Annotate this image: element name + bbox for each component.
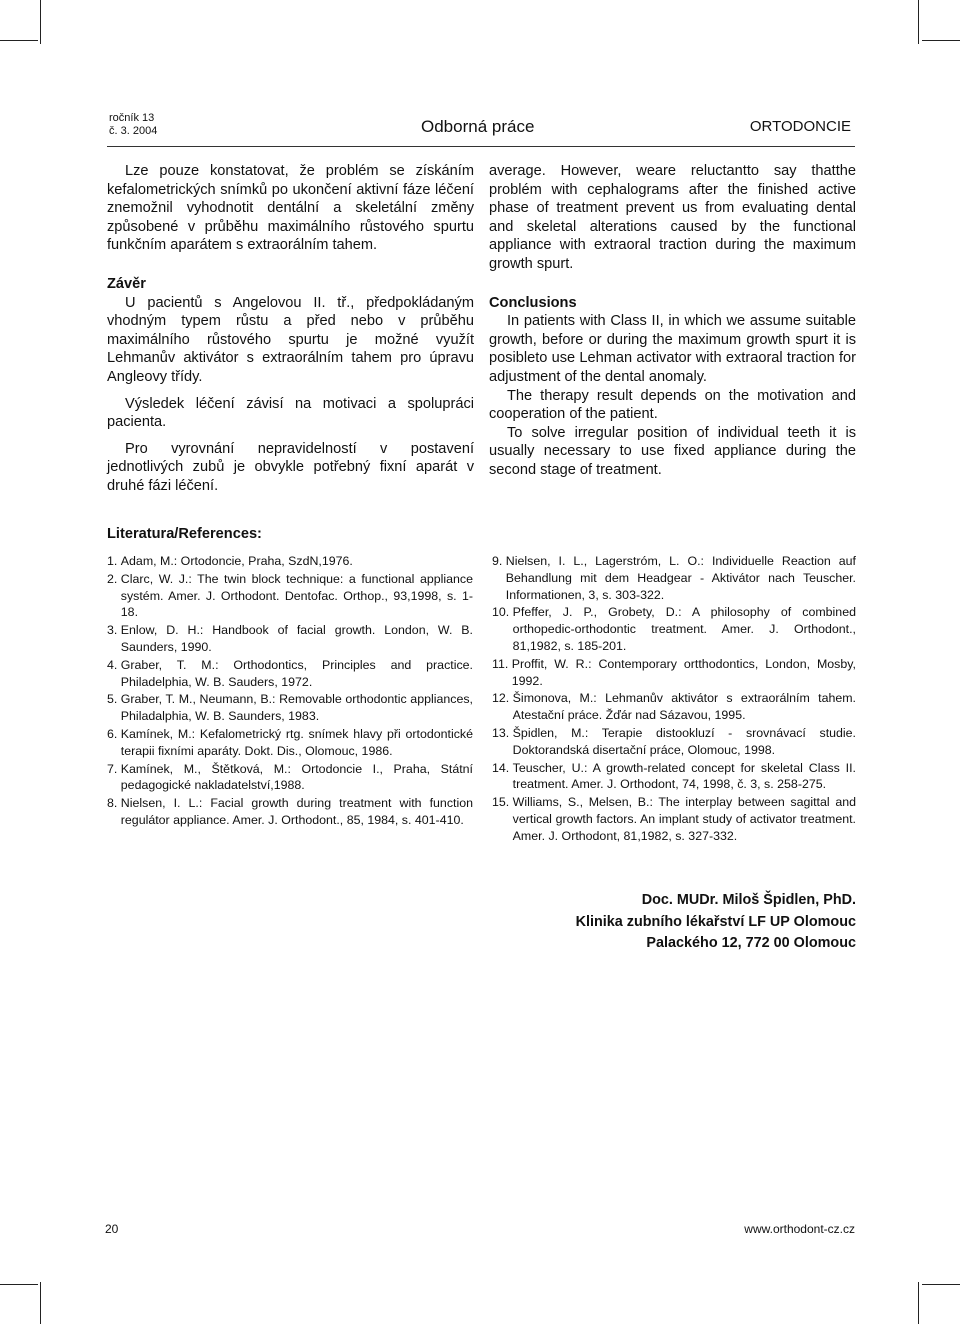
volume-label: ročník 13 [109,112,155,124]
footer-url: www.orthodont-cz.cz [744,1222,855,1236]
reference-text: Pfeffer, J. P., Grobety, D.: A philosophy of combined orthopedic-orthodontic treatment. Amer. J. Orthodont., 81,1982, s. 185-201. [512,605,856,653]
issue-info [109,112,157,138]
reference-number: 12. [492,691,513,706]
reference-text: Teuscher, U.: A growth-related concept for skeletal Class II. treatment. Amer. J. Orthodont, 74, 1998, č. 3, s. 258-275. [512,760,856,792]
reference-text: Nielsen, I. L.: Facial growth during treatment with function regulátor appliance. Amer. J. Orthodont., 85, 1984, s. 401-410. [120,796,473,827]
reference-number: 7. [107,761,121,776]
reference-number: 1. [107,554,121,568]
author-clinic: Klinika zubního lékařství LF UP Olomouc [575,913,856,930]
reference-number: 5. [107,692,121,707]
english-conclusion-paragraph-1: In patients with Class II, in which we assume suitable growth, before or during the maximum growth spurt it is posibleto use Lehman activator with extraoral traction for adjustment of the dental anomaly. [489,313,856,385]
header-section: ORTODONCIE [749,118,851,135]
author-name: Doc. MUDr. Miloš Špidlen, PhD. [641,892,856,908]
reference-number: 14. [492,760,513,775]
reference-item [107,761,473,795]
author-block [576,890,856,955]
crop-mark [918,1282,919,1324]
czech-conclusion-paragraph-3: Pro vyrovnání nepravidelností v postavení jednotlivých zubů je obvykle potřebný fixní aparát v druhé fázi léčení. [107,440,474,494]
reference-number: 4. [107,657,121,672]
czech-conclusion-paragraph-1: U pacientů s Angelovou II. tř., předpokládaným vhodným typem růstu a před nebo v průběhu maximálního růstového spurtu je možné využít Lehmanův aktivátor s extraorálním tahem pro úpravu Angleovy třídy. [107,294,474,385]
reference-text: Nielsen, I. L., Lagerstróm, L. O.: Individuelle Reaction auf Behandlung mit dem Headgear - Aktivátor nach Teuscher. Informationen, 3, s. 303-322. [505,554,856,602]
reference-item [107,657,473,691]
reference-text: Kamínek, M., Štětková, M.: Ortodoncie I., Praha, Státní pedagogické nakladatelství,1988. [120,761,473,793]
reference-item [107,571,473,621]
english-conclusion-paragraph-2: The therapy result depends on the motivation and cooperation of the patient. [489,387,856,423]
reference-item [107,553,473,570]
reference-text: Enlow, D. H.: Handbook of facial growth. London, W. B. Saunders, 1990. [120,623,473,654]
reference-text: Graber, T. M.: Orthodontics, Principles and practice. Philadelphia, W. B. Sauders, 1972. [120,657,473,689]
reference-item [107,795,473,829]
reference-text: Špidlen, M.: Terapie distookluzí - srovnávací studie. Doktorandská disertační práce, Olomouc, 1998. [512,725,856,757]
issue-label: č. 3. 2004 [109,125,158,137]
reference-number: 3. [107,623,121,638]
reference-number: 13. [492,725,513,740]
header-title: Odborná práce [421,117,535,136]
crop-mark [0,40,38,41]
page-number: 20 [105,1222,119,1236]
reference-number: 2. [107,571,121,586]
reference-item [492,553,856,603]
english-column [489,162,856,480]
references-heading: Literatura/References: [107,526,262,542]
reference-number: 15. [492,795,513,810]
reference-item [107,691,473,725]
running-header [107,112,855,147]
reference-text: Kamínek, M.: Kefalometrický rtg. snímek hlavy při ortodontické terapii fixními aparáty. Dokt. Dis., Olomouc, 1986. [120,726,473,758]
reference-text: Clarc, W. J.: The twin block technique: a functional appliance systém. Amer. J. Orthodont. Dentofac. Orthop., 93,1998, s. 1-18. [120,571,473,620]
reference-number: 6. [107,726,121,741]
reference-text: Šimonova, M.: Lehmanův aktivátor s extraorálním tahem. Atestační práce. Žďár nad Sázavou, 1995. [512,691,856,723]
english-intro-paragraph: average. However, weare reluctantto say thatthe problém with cephalograms after the finished active phase of treatment prevent us from evaluating dental and skeletal alterations caused by the functional appliance with extraoral traction during the maximum growth spurt. [489,163,856,272]
reference-number: 11. [492,656,512,671]
crop-mark [0,1284,38,1285]
reference-item [492,656,856,690]
english-conclusion-heading: Conclusions [489,294,577,311]
reference-item [492,760,856,794]
reference-number: 9. [492,554,506,568]
author-address: Palackého 12, 772 00 Olomouc [646,935,856,951]
reference-item [107,622,473,656]
reference-text: Graber, T. M., Neumann, B.: Removable orthodontic appliances, Philadalphia, W. B. Saunders, 1983. [120,692,473,724]
reference-text: Proffit, W. R.: Contemporary ortthodontics, London, Mosby, 1992. [511,656,856,688]
reference-text: Williams, S., Melsen, B.: The interplay between sagittal and vertical growth factors. An implant study of activator treatment. Amer. J. Orthodont, 81,1982, s. 327-332. [512,795,856,843]
reference-item [492,725,856,759]
crop-mark [918,0,919,44]
czech-conclusion-heading: Závěr [107,275,146,292]
reference-text: Adam, M.: Ortodoncie, Praha, SzdN,1976. [120,554,353,568]
references-list-right [492,553,856,846]
czech-column [107,162,474,496]
english-conclusion-paragraph-3: To solve irregular position of individual teeth it is usually necessary to use fixed appliance during the second stage of treatment. [489,424,856,478]
reference-number: 10. [492,605,513,620]
reference-number: 8. [107,796,121,811]
reference-item [107,726,473,760]
czech-conclusion-paragraph-2: Výsledek léčení závisí na motivaci a spolupráci pacienta. [107,395,474,431]
czech-intro-paragraph: Lze pouze konstatovat, že problém se získáním kefalometrických snímků po ukončení aktivní fáze léčení znemožnil vyhodnotit dentální a skeletální změny způsobené v průběhu maximálního růstového spurtu funkčním aparátem s extraorálním tahem. [107,163,474,254]
crop-mark [40,0,41,44]
crop-mark [922,1284,960,1285]
reference-item [492,690,856,724]
references-list-left [107,553,473,830]
crop-mark [922,40,960,41]
crop-mark [40,1282,41,1324]
reference-item [492,794,856,844]
reference-item [492,604,856,654]
